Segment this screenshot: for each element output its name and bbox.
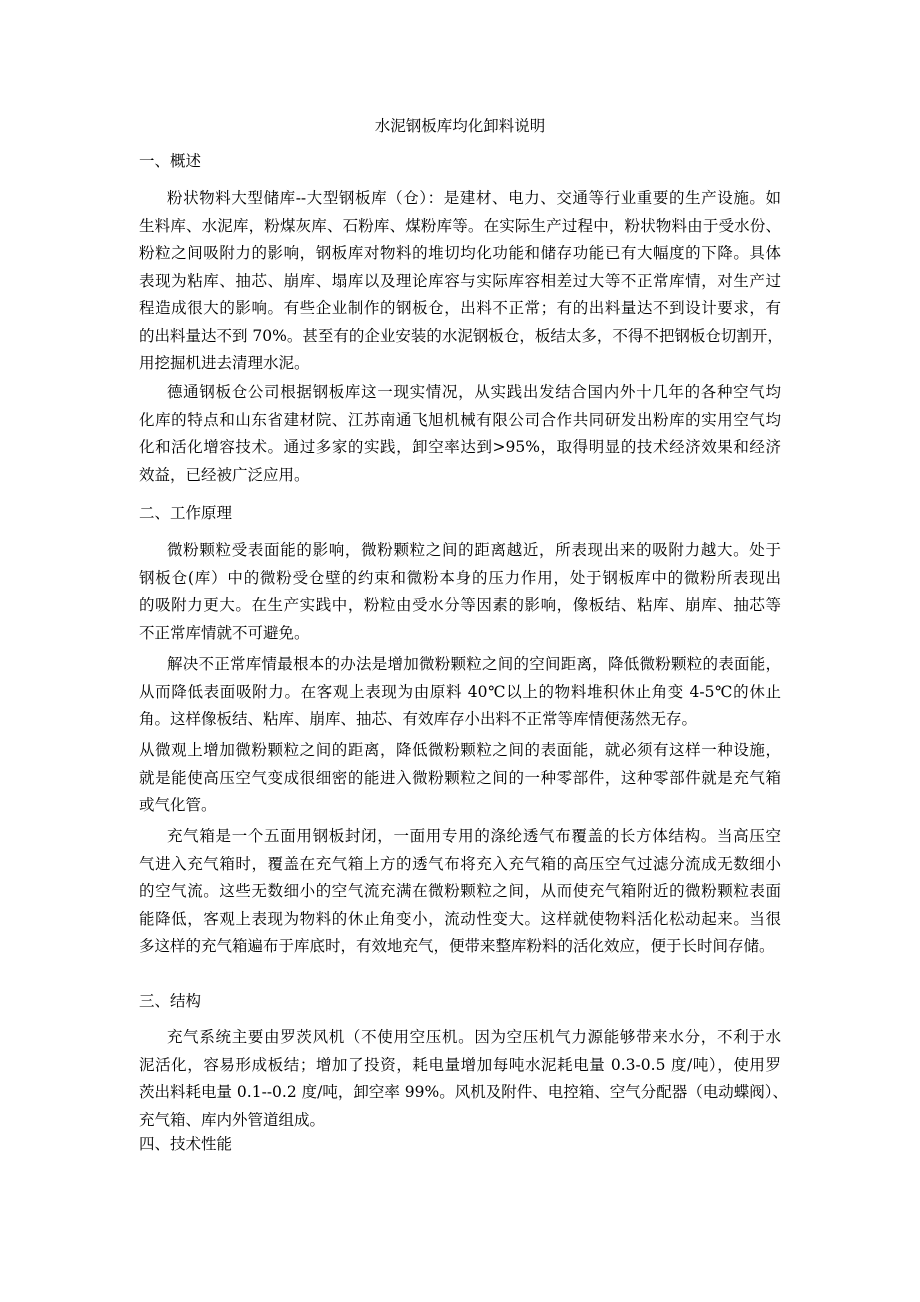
- text-line: 多这样的充气箱遍布于库底时，有效地充气，便带来整库粉料的活化效应，便于长时间存储。: [139, 937, 775, 955]
- section-heading-overview: 一、概述: [139, 152, 202, 170]
- text-line: 用挖掘机进去清理水泥。: [139, 354, 310, 372]
- text-line: 角。这样像板结、粘库、崩库、抽芯、有效库存小出料不正常等库情便荡然无存。: [139, 710, 698, 728]
- text-line: 表现为粘库、抽芯、崩库、塌库以及理论库容与实际库容相差过大等不正常库情，对生产过: [139, 271, 781, 290]
- text-line: 的出料量达不到 70%。甚至有的企业安装的水泥钢板仓，板结太多，不得不把钢板仓切割开，: [139, 326, 783, 345]
- text-line: 德通钢板仓公司根据钢板库这一现实情况，从实践出发结合国内外十几年的各种空气均: [167, 383, 781, 401]
- paragraph-overview-1: [139, 185, 781, 378]
- text-line: 不正常库情就不可避免。: [139, 623, 310, 642]
- text-line: 的空气流。这些无数细小的空气流充满在微粉颗粒之间，从而使充气箱附近的微粉颗粒表面: [139, 882, 781, 900]
- text-line: 效益，已经被广泛应用。: [139, 465, 310, 484]
- text-line: 微粉颗粒受表面能的影响，微粉颗粒之间的距离越近，所表现出来的吸附力越大。处于: [167, 541, 781, 559]
- text-line: 解决不正常库情最根本的办法是增加微粉颗粒之间的空间距离，降低微粉颗粒的表面能，: [167, 655, 781, 673]
- text-line: 生料库、水泥库，粉煤灰库、石粉库、煤粉库等。在实际生产过程中，粉状物料由于受水份、: [139, 216, 781, 235]
- text-line: 充气箱是一个五面用钢板封闭，一面用专用的涤纶透气布覆盖的长方体结构。当高压空: [167, 827, 781, 845]
- text-line: 充气箱、库内外管道组成。: [139, 1110, 326, 1129]
- paragraph-overview-2: [139, 379, 781, 489]
- text-line: 就是能使高压空气变成很细密的能进入微粉颗粒之间的一种零部件，这种零部件就是充气箱: [139, 768, 781, 787]
- section-heading-performance: 四、技术性能: [139, 1135, 233, 1153]
- text-line: 钢板仓(库）中的微粉受仓壁的约束和微粉本身的压力作用，处于钢板库中的微粉所表现出: [139, 568, 781, 587]
- text-line: 从微观上增加微粉颗粒之间的距离，降低微粉颗粒之间的表面能，就必须有这样一种设施，: [139, 741, 781, 759]
- paragraph-principle-2: [139, 651, 781, 734]
- paragraph-principle-3: [139, 737, 781, 820]
- text-line: 的吸附力更大。在生产实践中，粉粒由受水分等因素的影响，像板结、粘库、崩库、抽芯等: [139, 596, 781, 614]
- text-line: 能降低，客观上表现为物料的休止角变小，流动性变大。这样就使物料活化松动起来。当很: [139, 909, 781, 928]
- paragraph-principle-1: [139, 537, 781, 647]
- document-title: 水泥钢板库均化卸料说明: [374, 117, 546, 135]
- text-line: 气进入充气箱时，覆盖在充气箱上方的透气布将充入充气箱的高压空气过滤分流成无数细小: [139, 854, 781, 873]
- text-line: 化和活化增容技术。通过多家的实践，卸空率达到>95%，取得明显的技术经济效果和经济: [139, 438, 781, 456]
- text-line: 粉状物料大型储库--大型钢板库（仓）：是建材、电力、交通等行业重要的生产设施。如: [167, 189, 781, 207]
- text-line: 或气化管。: [139, 796, 217, 814]
- text-line: 泥活化，容易形成板结；增加了投资，耗电量增加每吨水泥耗电量 0.3-0.5 度/吨），使用罗: [139, 1055, 781, 1074]
- section-heading-structure: 三、结构: [139, 992, 202, 1010]
- text-line: 粉粒之间吸附力的影响，钢板库对物料的堆切均化功能和储存功能已有大幅度的下降。具体: [139, 244, 781, 262]
- text-line: 化库的特点和山东省建材院、江苏南通飞旭机械有限公司合作共同研发出粉库的实用空气均: [139, 410, 781, 429]
- text-line: 从而降低表面吸附力。在客观上表现为由原料 40℃以上的物料堆积休止角变 4-5℃的休止: [139, 682, 781, 701]
- paragraph-principle-4: [139, 823, 781, 961]
- section-heading-principle: 二、工作原理: [139, 504, 233, 522]
- paragraph-structure-1: [139, 1024, 788, 1134]
- text-line: 程造成很大的影响。有些企业制作的钢板仓，出料不正常；有的出料量达不到设计要求，有: [139, 299, 781, 317]
- text-line: 茨出料耗电量 0.1--0.2 度/吨，卸空率 99%。风机及附件、电控箱、空气分配器（电动蝶阀）、: [139, 1083, 788, 1101]
- text-line: 充气系统主要由罗茨风机（不使用空压机。因为空压机气力源能够带来水分，不利于水: [167, 1028, 781, 1046]
